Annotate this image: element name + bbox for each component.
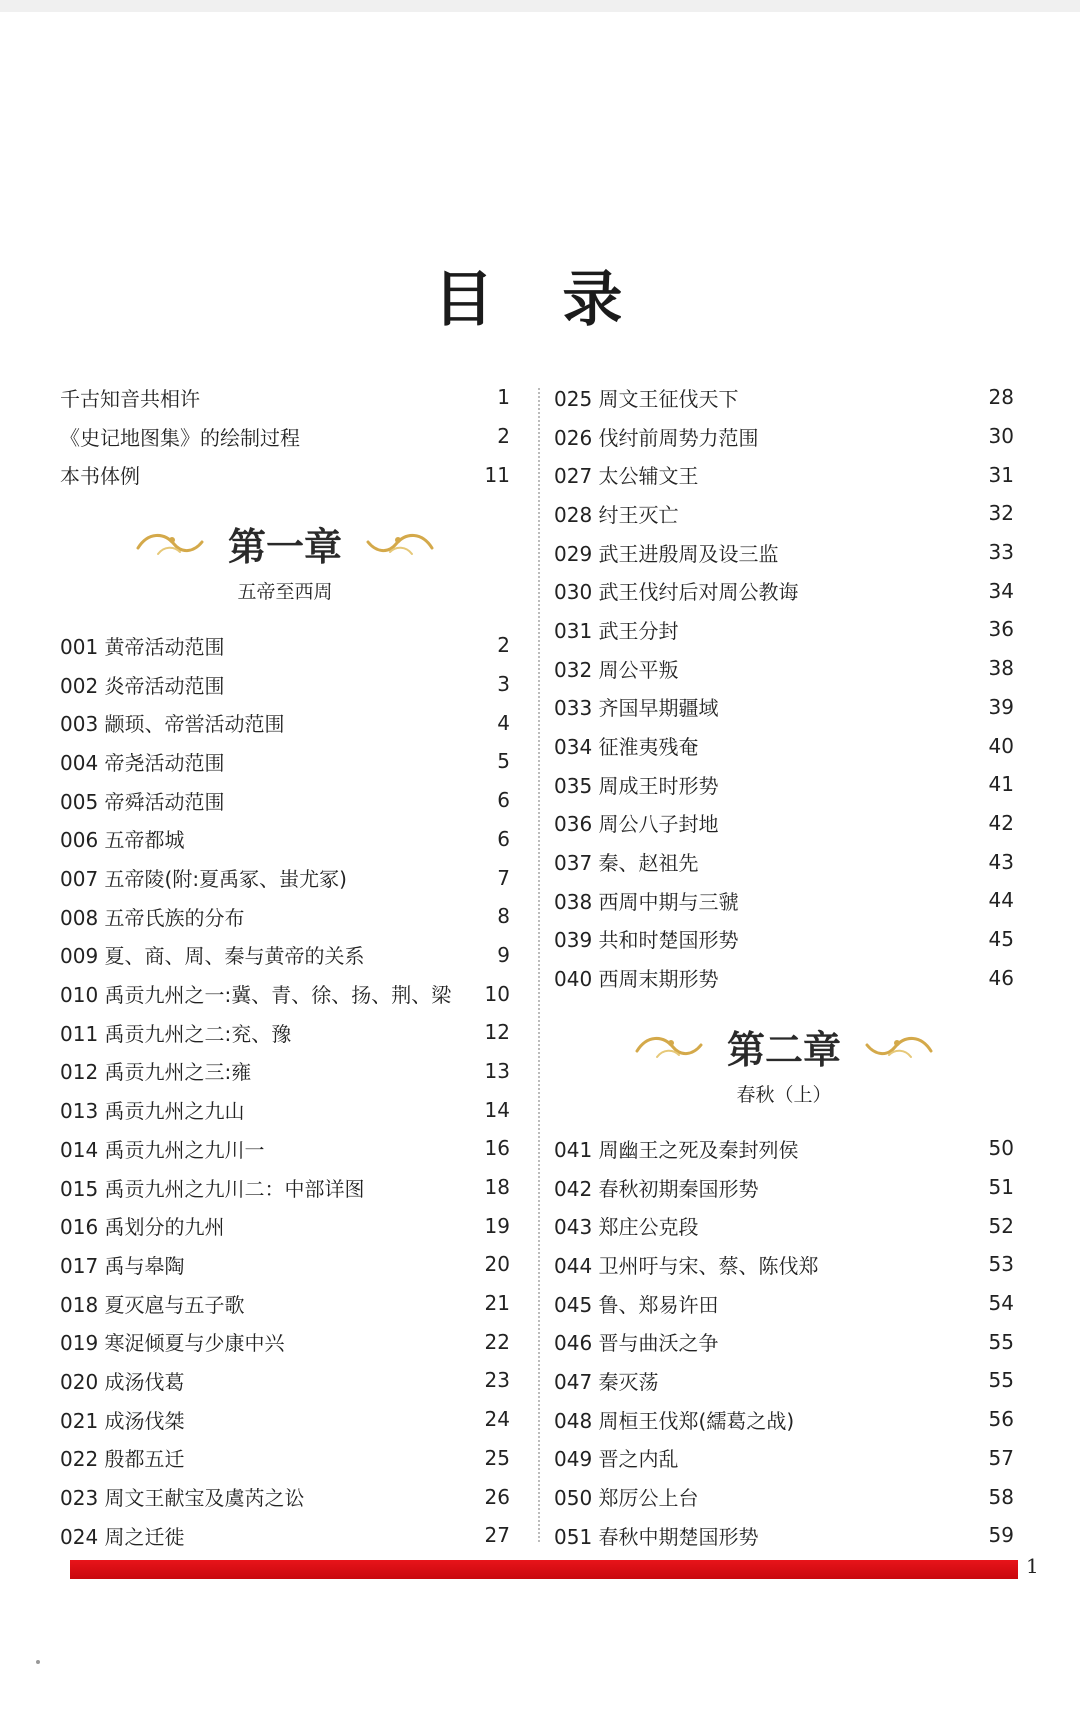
toc-entry[interactable] [554,649,1014,688]
entry-title: 006 五帝都城 [60,828,185,853]
chapter-subtitle: 五帝至西周 [237,581,333,604]
entry-title: 040 西周末期形势 [554,967,719,992]
toc-entry[interactable] [60,1090,510,1129]
top-edge [0,0,1080,12]
entry-page: 14 [484,1097,510,1122]
toc-entry[interactable] [60,1516,510,1555]
toc-entry[interactable] [60,974,510,1013]
toc-entry[interactable] [554,765,1014,804]
toc-entry[interactable] [60,1284,510,1323]
toc-entry[interactable] [60,1206,510,1245]
entry-page: 28 [988,385,1014,410]
toc-entry[interactable] [554,1284,1014,1323]
toc-entry[interactable] [554,1206,1014,1245]
ornament-swirl-left-icon [134,524,206,564]
chapter-title: 第二章 [726,1027,841,1072]
entry-page: 51 [988,1175,1014,1200]
chapter-1-list [60,626,510,1555]
entry-page: 13 [484,1058,510,1083]
chapter-heading-1 [60,494,510,626]
toc-entry[interactable] [554,1400,1014,1439]
entry-title: 051 春秋中期楚国形势 [554,1524,759,1549]
entry-title: 016 禹划分的九州 [60,1215,225,1240]
entry-title: 031 武王分封 [554,618,679,643]
toc-entry[interactable] [554,378,1014,417]
entry-title: 018 夏灭扈与五子歌 [60,1292,245,1317]
entry-title: 038 西周中期与三虢 [554,889,739,914]
entry-page: 34 [988,578,1014,603]
entry-title: 005 帝舜活动范围 [60,789,225,814]
entry-title: 045 鲁、郑易许田 [554,1292,719,1317]
entry-title: 042 春秋初期秦国形势 [554,1176,759,1201]
entry-page: 19 [484,1213,510,1238]
entry-page: 31 [988,462,1014,487]
entry-title: 021 成汤伐桀 [60,1408,185,1433]
entry-title: 033 齐国早期疆域 [554,696,719,721]
entry-page: 57 [988,1445,1014,1470]
entry-title: 022 殷都五迁 [60,1447,185,1472]
toc-entry[interactable] [60,742,510,781]
entry-title: 019 寒浞倾夏与少康中兴 [60,1331,285,1356]
ornament-swirl-left-icon [633,1027,705,1067]
toc-right-column [554,378,1014,1555]
entry-title: 023 周文王献宝及虞芮之讼 [60,1486,305,1511]
entry-page: 6 [497,826,510,851]
entry-title: 050 郑厉公上台 [554,1486,699,1511]
entry-page: 23 [484,1368,510,1393]
footer-bar [70,1560,1018,1579]
entry-page: 46 [988,965,1014,990]
toc-entry[interactable] [60,1168,510,1207]
entry-title: 010 禹贡九州之一:冀、青、徐、扬、荆、梁 [60,983,452,1008]
toc-entry[interactable] [554,958,1014,997]
entry-page: 27 [484,1523,510,1548]
entry-title: 043 郑庄公克段 [554,1215,699,1240]
entry-title: 028 纣王灭亡 [554,502,679,527]
toc-entry[interactable] [60,417,510,456]
toc-left-column [60,378,510,1555]
toc-entry[interactable] [60,378,510,417]
toc-entry[interactable] [554,1129,1014,1168]
toc-entry[interactable] [554,494,1014,533]
entry-page: 2 [497,424,510,449]
entry-title: 044 卫州吁与宋、蔡、陈伐郑 [554,1253,819,1278]
entry-title: 014 禹贡九州之九川一 [60,1137,265,1162]
entry-title: 017 禹与皋陶 [60,1253,185,1278]
entry-title: 004 帝尧活动范围 [60,750,225,775]
entry-page: 21 [484,1291,510,1316]
toc-entry[interactable] [554,881,1014,920]
toc-entry[interactable] [60,1400,510,1439]
entry-page: 20 [484,1252,510,1277]
chapter-subtitle: 春秋（上） [736,1084,832,1106]
toc-entry[interactable] [60,858,510,897]
entry-page: 58 [988,1484,1014,1509]
entry-page: 53 [988,1252,1014,1277]
speck [36,1660,40,1664]
toc-entry[interactable] [60,1245,510,1284]
chapter-1-list-continued [554,378,1014,997]
entry-title: 002 炎帝活动范围 [60,673,225,698]
toc-entry[interactable] [554,610,1014,649]
entry-page: 26 [484,1484,510,1509]
entry-page: 55 [988,1368,1014,1393]
toc-entry[interactable] [554,1477,1014,1516]
entry-title: 025 周文王征伐天下 [554,386,739,411]
entry-page: 12 [484,1020,510,1045]
toc-entry[interactable] [60,936,510,975]
column-divider [538,388,540,1542]
toc-entry[interactable] [60,897,510,936]
toc-entry[interactable] [554,1168,1014,1207]
entry-page: 4 [497,710,510,735]
entry-page: 45 [988,926,1014,951]
toc-entry[interactable] [554,726,1014,765]
toc-entry[interactable] [60,1322,510,1361]
toc-entry[interactable] [554,1439,1014,1478]
entry-title: 001 黄帝活动范围 [60,634,225,659]
toc-entry[interactable] [554,1322,1014,1361]
entry-page: 2 [497,633,510,658]
entry-title: 037 秦、赵祖先 [554,851,699,876]
toc-entry[interactable] [554,571,1014,610]
entry-title: 009 夏、商、周、秦与黄帝的关系 [60,944,365,969]
toc-entry[interactable] [60,1361,510,1400]
toc-entry[interactable] [60,1129,510,1168]
entry-page: 44 [988,888,1014,913]
toc-entry[interactable] [554,804,1014,843]
entry-page: 3 [497,672,510,697]
chapter-title: 第一章 [227,524,342,570]
entry-page: 39 [988,694,1014,719]
toc-entry[interactable] [60,1439,510,1478]
entry-title: 046 晋与曲沃之争 [554,1331,719,1356]
entry-page: 18 [484,1175,510,1200]
entry-title: 011 禹贡九州之二:兖、豫 [60,1021,292,1046]
entry-page: 36 [988,617,1014,642]
entry-page: 16 [484,1136,510,1161]
entry-title: 026 伐纣前周势力范围 [554,425,759,450]
entry-page: 52 [988,1213,1014,1238]
toc-entry[interactable] [60,455,510,494]
toc-entry[interactable] [554,920,1014,959]
entry-title: 034 征淮夷残奄 [554,735,699,760]
toc-entry[interactable] [554,688,1014,727]
front-matter-list [60,378,510,494]
chapter-2-list [554,1129,1014,1555]
entry-page: 59 [988,1523,1014,1548]
entry-page: 6 [497,788,510,813]
entry-page: 22 [484,1329,510,1354]
entry-title: 030 武王伐纣后对周公教诲 [554,580,799,605]
entry-title: 049 晋之内乱 [554,1447,679,1472]
chapter-heading-2 [554,997,1014,1129]
toc-entry[interactable] [60,820,510,859]
ornament-swirl-right-icon [364,524,436,564]
toc-entry[interactable] [554,455,1014,494]
entry-title: 039 共和时楚国形势 [554,928,739,953]
toc-entry[interactable] [554,533,1014,572]
entry-title: 《史记地图集》的绘制过程 [60,425,300,450]
entry-page: 42 [988,810,1014,835]
entry-page: 43 [988,849,1014,874]
toc-entry[interactable] [60,703,510,742]
entry-page: 10 [484,981,510,1006]
toc-entry[interactable] [554,1516,1014,1555]
entry-title: 029 武王进殷周及设三监 [554,541,779,566]
entry-title: 048 周桓王伐郑(繻葛之战) [554,1408,795,1433]
entry-page: 56 [988,1407,1014,1432]
entry-title: 千古知音共相许 [60,386,200,411]
entry-page: 7 [497,865,510,890]
entry-title: 032 周公平叛 [554,657,679,682]
toc-entry[interactable] [554,1245,1014,1284]
toc-entry[interactable] [554,842,1014,881]
entry-title: 047 秦灭荡 [554,1369,659,1394]
entry-title: 012 禹贡九州之三:雍 [60,1060,252,1085]
toc-entry[interactable] [60,781,510,820]
ornament-swirl-right-icon [863,1027,935,1067]
entry-page: 55 [988,1329,1014,1354]
entry-page: 33 [988,540,1014,565]
entry-page: 41 [988,772,1014,797]
toc-entry[interactable] [554,417,1014,456]
entry-title: 008 五帝氏族的分布 [60,905,245,930]
entry-page: 5 [497,749,510,774]
entry-title: 041 周幽王之死及秦封列侯 [554,1137,799,1162]
entry-title: 020 成汤伐葛 [60,1369,185,1394]
entry-title: 003 颛顼、帝喾活动范围 [60,712,285,737]
entry-page: 8 [497,904,510,929]
entry-page: 24 [484,1407,510,1432]
entry-page: 30 [988,424,1014,449]
toc-entry[interactable] [60,1013,510,1052]
page-title: 目 录 [433,265,647,335]
entry-title: 036 周公八子封地 [554,812,719,837]
toc-entry[interactable] [60,626,510,665]
entry-title: 035 周成王时形势 [554,773,719,798]
entry-page: 38 [988,656,1014,681]
entry-title: 024 周之迁徙 [60,1524,185,1549]
entry-page: 40 [988,733,1014,758]
toc-entry[interactable] [60,665,510,704]
entry-title: 007 五帝陵(附:夏禹冢、蚩尤冢) [60,867,347,892]
entry-page: 11 [484,462,510,487]
page-number: 1 [1026,1554,1039,1578]
entry-page: 50 [988,1136,1014,1161]
entry-page: 9 [497,942,510,967]
entry-page: 1 [497,385,510,410]
toc-entry[interactable] [60,1477,510,1516]
toc-entry[interactable] [554,1361,1014,1400]
entry-page: 25 [484,1445,510,1470]
entry-page: 32 [988,501,1014,526]
entry-page: 54 [988,1291,1014,1316]
entry-title: 本书体例 [60,464,140,489]
entry-title: 013 禹贡九州之九山 [60,1099,245,1124]
entry-title: 015 禹贡九州之九川二：中部详图 [60,1176,365,1201]
toc-entry[interactable] [60,1052,510,1091]
entry-title: 027 太公辅文王 [554,464,699,489]
